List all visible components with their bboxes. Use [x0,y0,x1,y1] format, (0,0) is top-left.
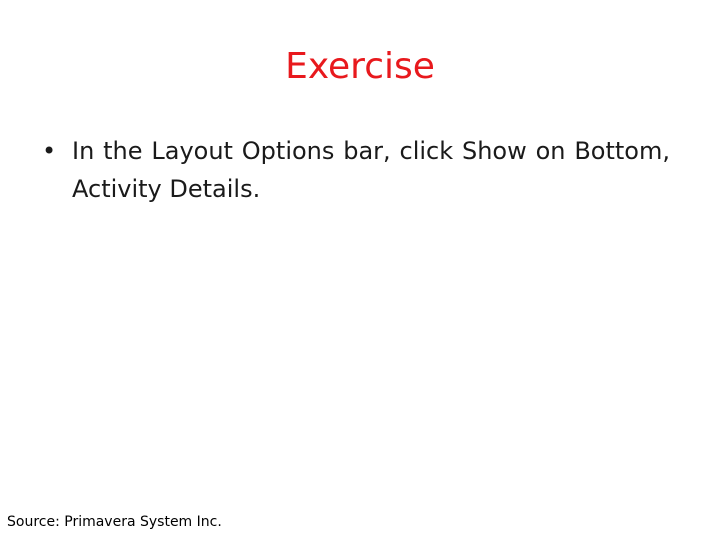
bullet-text: In the Layout Options bar, click Show on Bottom, Activity Details. [72,137,670,203]
source-note: Source: Primavera System Inc. [7,514,222,530]
bullet-item [42,132,670,208]
bullet-list [42,132,670,208]
bullet-icon: • [42,137,57,165]
slide-title: Exercise [285,46,435,87]
